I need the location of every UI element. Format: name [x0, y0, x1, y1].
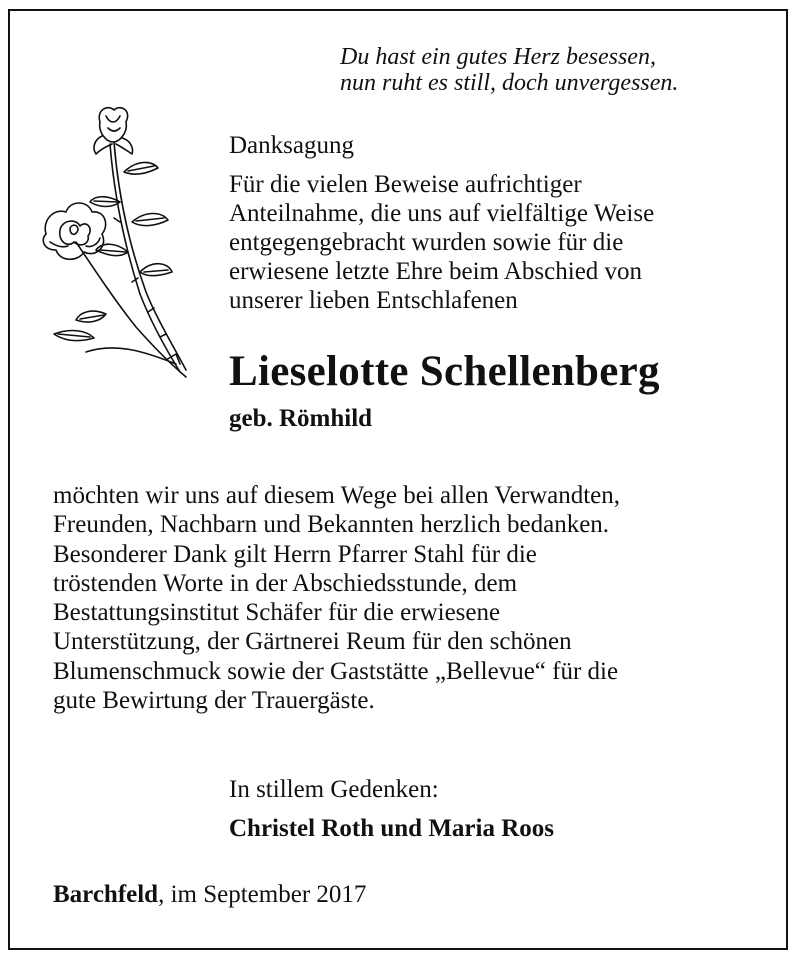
body-line: gute Bewirtung der Trauergäste. [53, 687, 375, 715]
intro-line: Für die vielen Beweise aufrichtiger [229, 171, 582, 198]
body-line: Unterstützung, der Gärtnerei Reum für den schönen [53, 628, 572, 656]
body-line: Bestattungsinstitut Schäfer für die erwiesene [53, 599, 501, 627]
thanks-heading: Danksagung [229, 132, 354, 159]
body-line: möchten wir uns auf diesem Wege bei allen Verwandten, [53, 482, 621, 509]
deceased-name: Lieselotte Schellenberg [229, 348, 660, 395]
rose-illustration [36, 102, 206, 392]
quote-line-2: nun ruht es still, doch unvergessen. [340, 70, 679, 96]
body-line: Besonderer Dank gilt Herrn Pfarrer Stahl für die [53, 540, 537, 568]
place-name: Barchfeld [53, 881, 159, 908]
intro-line: entgegengebracht wurden sowie für die [229, 229, 624, 256]
intro-line: Anteilnahme, die uns auf vielfältige Weise [229, 200, 655, 227]
signers: Christel Roth und Maria Roos [229, 815, 555, 842]
place-date [53, 880, 366, 910]
intro-line: erwiesene letzte Ehre beim Abschied von [229, 258, 643, 285]
intro-paragraph [229, 170, 749, 315]
date-text: , im September 2017 [158, 881, 367, 908]
intro-line: unserer lieben Entschlafenen [229, 287, 518, 314]
body-line: Freunden, Nachbarn und Bekannten herzlich bedanken. [53, 511, 610, 539]
memorial-quote [340, 44, 760, 96]
body-line: Blumenschmuck sowie der Gaststätte „Bellevue“ für die [53, 657, 619, 685]
quote-line-1: Du hast ein gutes Herz besessen, [340, 44, 656, 70]
body-line: tröstenden Worte in der Abschiedsstunde, dem [53, 569, 518, 597]
thanks-paragraph [53, 481, 773, 715]
maiden-name: geb. Römhild [229, 405, 373, 432]
closing-phrase: In stillem Gedenken: [229, 776, 439, 803]
